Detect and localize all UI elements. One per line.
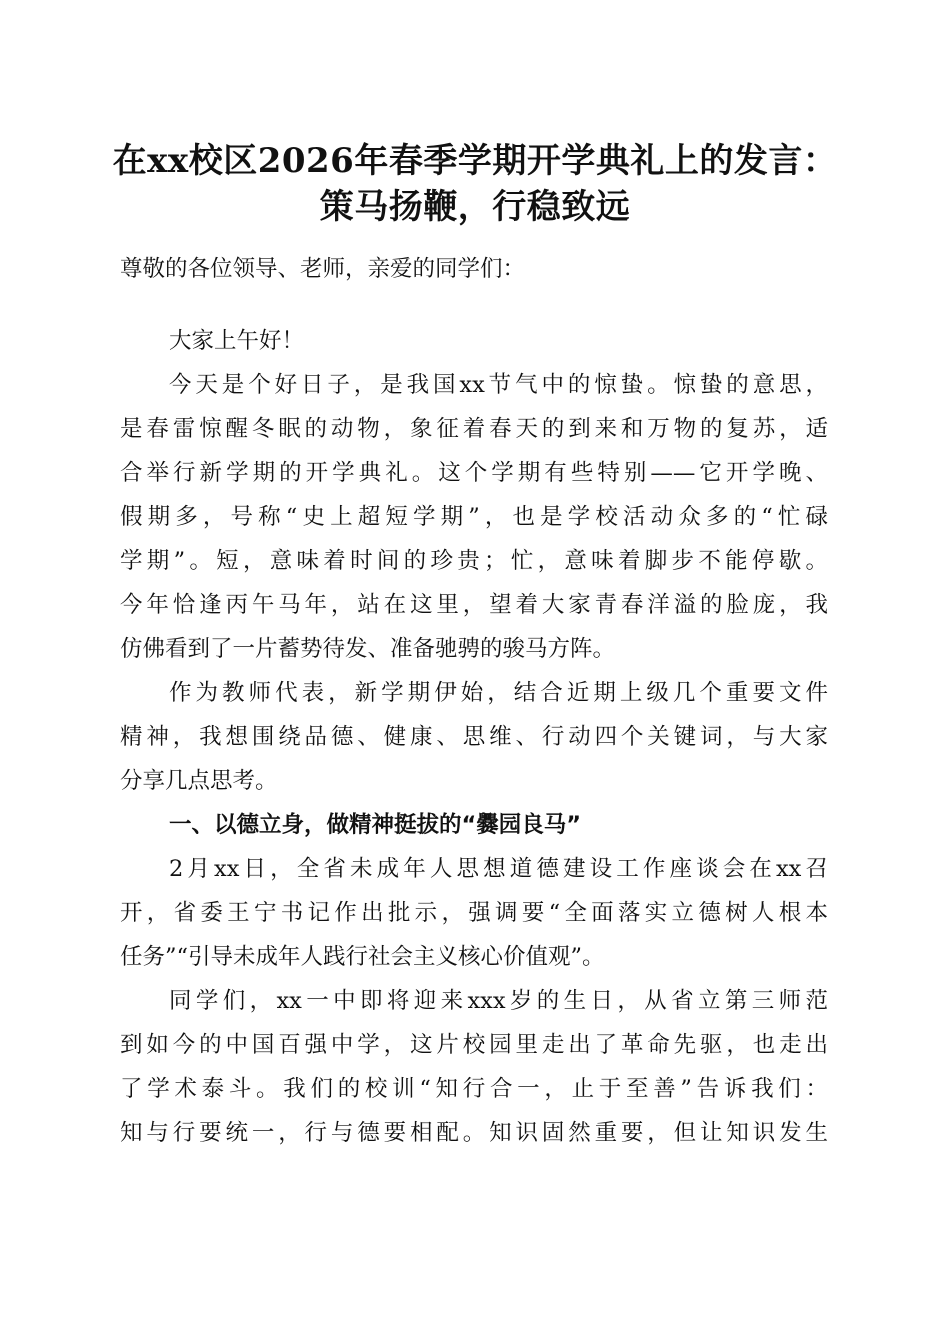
document-title-line-1: 在xx校区2026年春季学期开学典礼上的发言： <box>112 141 838 181</box>
paragraph-4-line: 同学们，xx一中即将迎来xxx岁的生日，从省立第三师范 <box>169 988 828 1014</box>
document-title-line-2: 策马扬鞭，行稳致远 <box>319 187 631 227</box>
paragraph-2-line: 作为教师代表，新学期伊始，结合近期上级几个重要文件 <box>169 680 828 706</box>
paragraph-1-line: 今年恰逢丙午马年，站在这里，望着大家青春洋溢的脸庞，我 <box>120 592 828 618</box>
section-1-heading: 一、以德立身，做精神挺拔的“爨园良马” <box>169 812 582 838</box>
paragraph-4-line: 了学术泰斗。我们的校训“知行合一，止于至善”告诉我们： <box>120 1076 828 1102</box>
greeting: 大家上午好！ <box>169 328 305 354</box>
paragraph-3-line: 开，省委王宁书记作出批示，强调要“全面落实立德树人根本 <box>120 900 828 926</box>
paragraph-1-line: 合举行新学期的开学典礼。这个学期有些特别——它开学晚、 <box>120 460 828 486</box>
paragraph-3-line: 2月xx日，全省未成年人思想道德建设工作座谈会在xx召 <box>169 856 828 882</box>
paragraph-1-line: 是春雷惊醒冬眠的动物，象征着春天的到来和万物的复苏，适 <box>120 416 828 442</box>
paragraph-1-line: 学期”。短，意味着时间的珍贵；忙，意味着脚步不能停歇。 <box>120 548 828 574</box>
paragraph-1-line: 仿佛看到了一片蓄势待发、准备驰骋的骏马方阵。 <box>120 636 616 662</box>
salutation: 尊敬的各位领导、老师，亲爱的同学们： <box>120 256 526 282</box>
paragraph-1-line: 今天是个好日子，是我国xx节气中的惊蛰。惊蛰的意思， <box>169 372 828 398</box>
paragraph-2-line: 分享几点思考。 <box>120 768 278 794</box>
paragraph-4-line: 到如今的中国百强中学，这片校园里走出了革命先驱，也走出 <box>120 1032 828 1058</box>
paragraph-4-line: 知与行要统一，行与德要相配。知识固然重要，但让知识发生 <box>120 1120 828 1146</box>
paragraph-2-line: 精神，我想围绕品德、健康、思维、行动四个关键词，与大家 <box>120 724 828 750</box>
paragraph-3-line: 任务”“引导未成年人践行社会主义核心价值观”。 <box>120 944 605 970</box>
paragraph-1-line: 假期多，号称“史上超短学期”，也是学校活动众多的“忙碌 <box>120 504 828 530</box>
